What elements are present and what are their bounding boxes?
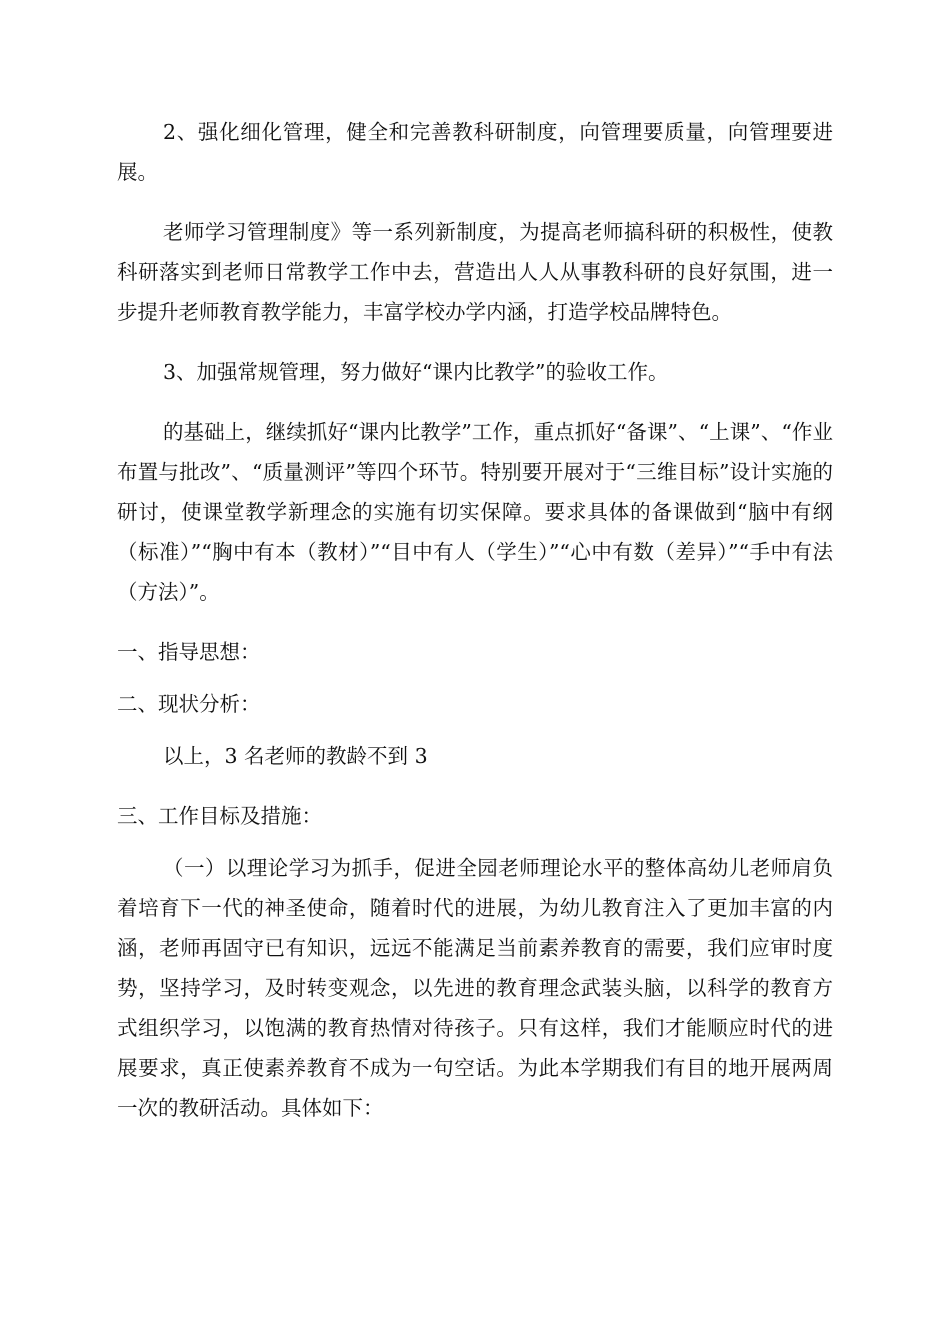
paragraph-routine-management: 3、加强常规管理，努力做好“课内比教学”的验收工作。 xyxy=(163,360,669,384)
section-heading-guiding-thought: 一、指导思想： xyxy=(117,640,261,664)
paragraph-teacher-experience: 以上，3 名老师的教龄不到 3 xyxy=(163,744,428,768)
paragraph-management: 2、强化细化管理，健全和完善教科研制度，向管理要质量，向管理要进展。 xyxy=(117,120,833,184)
section-heading-status-analysis: 二、现状分析： xyxy=(117,692,261,716)
paragraph-teacher-system: 老师学习管理制度》等一系列新制度，为提高老师搞科研的积极性，使教科研落实到老师日常教学工作中去，营造出人人从事教科研的良好氛围，进一步提升老师教育教学能力，丰富学校办学内涵，打造学校品牌特色。 xyxy=(117,220,833,324)
section-heading-goals-measures: 三、工作目标及措施： xyxy=(117,804,322,828)
paragraph-lesson-requirements: 的基础上，继续抓好“课内比教学”工作，重点抓好“备课”、“上课”、“作业布置与批改”、“质量测评”等四个环节。特别要开展对于“三维目标”设计实施的研讨，使课堂教学新理念的实施有切实保障。要求具体的备课做到“脑中有纲（标准）”“胸中有本（教材）”“目中有人（学生）”“心中有数（差异）”“手中有法（方法）”。 xyxy=(117,420,833,604)
document-page xyxy=(117,112,833,1148)
paragraph-theory-learning: （一）以理论学习为抓手，促进全园老师理论水平的整体高幼儿老师肩负着培育下一代的神圣使命，随着时代的进展，为幼儿教育注入了更加丰富的内涵，老师再固守已有知识，远远不能满足当前素养教育的需要，我们应审时度势，坚持学习，及时转变观念，以先进的教育理念武装头脑，以科学的教育方式组织学习，以饱满的教育热情对待孩子。只有这样，我们才能顺应时代的进展要求，真正使素养教育不成为一句空话。为此本学期我们有目的地开展两周一次的教研活动。具体如下： xyxy=(117,856,833,1120)
